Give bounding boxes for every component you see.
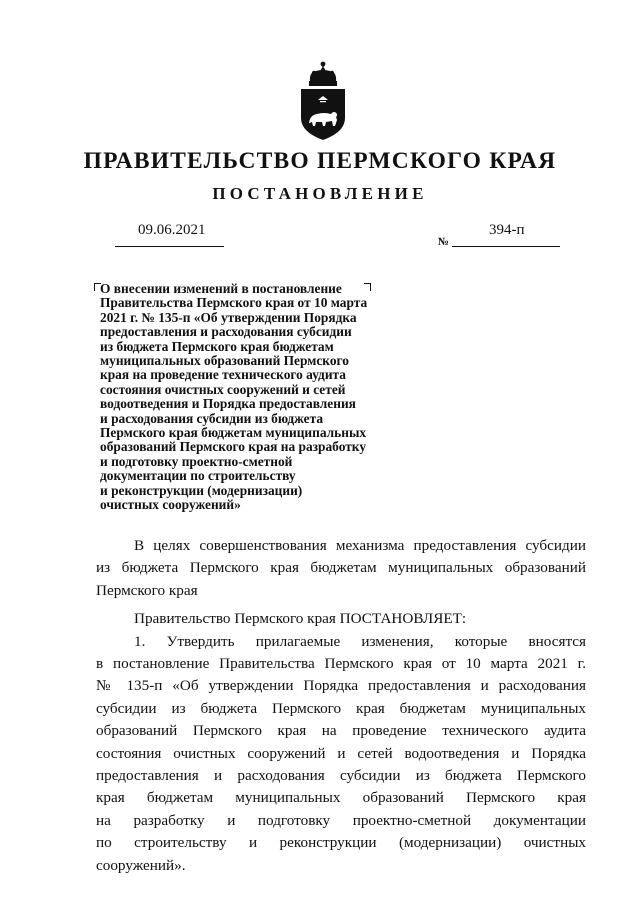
subject-line: очистных сооружений» [100,497,241,513]
body-line: предоставления и расходования субсидии из бюджета Пермского [96,767,586,785]
body-line: по строительству и реконструкции (модернизации) очистных [96,834,586,852]
body-line: на разработку и подготовку проектно-сметной документации [96,811,586,829]
subject-line: муниципальных образований Пермского [100,353,349,369]
body-line: образований Пермского края на проведение технического аудита [96,722,586,740]
document-body [96,535,586,877]
body-line: Правительство Пермского края ПОСТАНОВЛЯЕТ: [134,610,467,628]
body-line: субсидии из бюджета Пермского края бюджетам муниципальных [96,699,586,717]
body-line: края бюджетам муниципальных образований Пермского края [96,789,586,807]
subject-line: О внесении изменений в постановление [100,281,342,296]
document-date: 09.06.2021 [138,222,206,238]
resolves-paragraph [96,608,586,630]
subject-line: водоотведения и Порядка предоставления [100,396,356,412]
subject-line: предоставления и расходования субсидии [100,324,352,340]
subject-line: документации по строительству [100,468,296,484]
document-subject [100,282,420,513]
body-line: В целях совершенствования механизма предоставления субсидии [134,537,586,554]
subject-line: и реконструкции (модернизации) [100,482,303,498]
document-number: 394-п [489,222,525,238]
subject-line: образований Пермского края на разработку [100,439,367,455]
subject-line: Правительства Пермского края от 10 марта [100,295,368,311]
subject-line: и подготовку проектно-сметной [100,453,293,469]
number-underline [452,246,560,247]
document-type: ПОСТАНОВЛЕНИЕ [212,184,428,203]
number-sign: № [438,236,450,248]
government-title: ПРАВИТЕЛЬСТВО ПЕРМСКОГО КРАЯ [83,148,557,174]
subject-line: края на проведение технического аудита [100,367,346,383]
body-line: сооружений». [96,856,186,874]
subject-line: состояния очистных сооружений и сетей [100,381,346,397]
preamble-paragraph [96,535,586,602]
body-line: из бюджета Пермского края бюджетам муниципальных образований [96,559,586,577]
subject-line: Пермского края бюджетам муниципальных [100,425,367,441]
perm-krai-coat-of-arms-icon [298,60,348,142]
body-line: 1. Утвердить прилагаемые изменения, которые вносятся [134,632,586,650]
body-line: в постановление Правительства Пермского края от 10 марта 2021 г. [96,655,586,673]
body-line: состояния очистных сооружений и сетей водоотведения и Порядка [96,744,586,762]
body-line: Пермского края [96,581,198,599]
subject-line: 2021 г. № 135-п «Об утверждении Порядка [100,309,357,325]
body-line: № 135-п «Об утверждении Порядка предоставления и расходования [96,677,586,695]
subject-line: и расходования субсидии из бюджета [100,410,324,426]
subject-line: из бюджета Пермского края бюджетам [100,338,334,354]
item-1-paragraph [96,631,586,877]
date-underline [115,246,224,247]
